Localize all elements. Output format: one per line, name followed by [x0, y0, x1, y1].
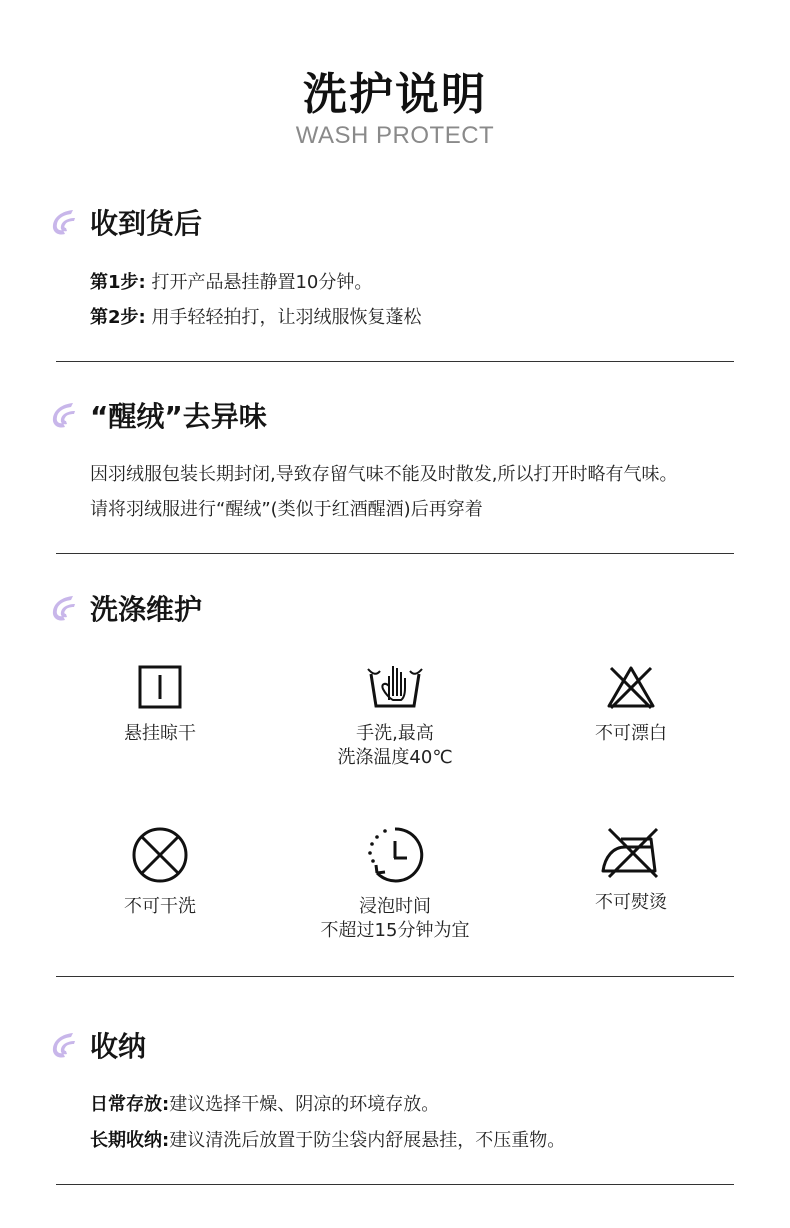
hand-wash-icon: [365, 662, 425, 712]
section-header-wash: [46, 588, 202, 628]
storage-daily-label: 日常存放:: [90, 1094, 170, 1115]
awaken-line-2: 请将羽绒服进行“醒绒”(类似于红酒醒酒)后再穿着: [90, 499, 483, 520]
page-title: 洗护说明: [303, 69, 487, 120]
divider: [56, 976, 734, 977]
storage-long-term-label: 长期收纳:: [90, 1130, 170, 1151]
brand-leaf-icon: [46, 591, 80, 625]
section-header-receive: [46, 202, 202, 242]
storage-long-term: [90, 1126, 565, 1152]
care-caption: 手洗,最高: [356, 723, 434, 744]
divider: [56, 1184, 734, 1185]
storage-daily: [90, 1090, 439, 1116]
soak-time-icon: [365, 825, 425, 885]
care-caption: 不可熨烫: [595, 892, 667, 913]
care-caption: 悬挂晾干: [124, 723, 196, 744]
storage-daily-text: 建议选择干燥、阴凉的环境存放。: [169, 1094, 440, 1115]
care-caption: 不可干洗: [124, 896, 196, 917]
divider: [56, 361, 734, 362]
no-iron-icon: [599, 825, 663, 881]
section-header-storage: [46, 1025, 146, 1065]
care-caption: 不可漂白: [595, 723, 667, 744]
hang-dry-icon: [135, 662, 185, 712]
divider: [56, 553, 734, 554]
brand-leaf-icon: [46, 205, 80, 239]
section-title-receive: 收到货后: [90, 207, 203, 240]
care-item-no-bleach: [531, 662, 731, 746]
care-item-hand-wash: [295, 662, 495, 770]
brand-leaf-icon: [46, 1028, 80, 1062]
care-item-no-dry-clean: [60, 825, 260, 919]
section-header-awaken: [46, 395, 267, 435]
storage-long-term-text: 建议清洗后放置于防尘袋内舒展悬挂，不压重物。: [169, 1130, 566, 1151]
care-item-hang-dry: [60, 662, 260, 746]
section-title-storage: 收纳: [90, 1030, 147, 1063]
step-2: [90, 303, 421, 329]
care-item-soak-time: [295, 825, 495, 943]
no-dry-clean-icon: [130, 825, 190, 885]
care-caption: 不超过15分钟为宜: [320, 920, 470, 941]
step-2-label: 第2步:: [90, 307, 146, 328]
care-caption: 浸泡时间: [359, 896, 431, 917]
section-title-awaken: “醒绒”去异味: [90, 400, 267, 433]
care-caption: 洗涤温度40℃: [337, 747, 453, 768]
step-2-text: 用手轻轻拍打，让羽绒服恢复蓬松: [145, 307, 422, 328]
step-1-text: 打开产品悬挂静置10分钟。: [145, 272, 373, 293]
brand-leaf-icon: [46, 398, 80, 432]
no-bleach-icon: [605, 662, 657, 712]
awaken-line-1: 因羽绒服包装长期封闭,导致存留气味不能及时散发,所以打开时略有气味。: [90, 464, 678, 485]
step-1: [90, 268, 372, 294]
page-subtitle: WASH PROTECT: [295, 122, 495, 149]
care-item-no-iron: [531, 825, 731, 915]
step-1-label: 第1步:: [90, 272, 146, 293]
section-title-wash: 洗涤维护: [90, 593, 203, 626]
